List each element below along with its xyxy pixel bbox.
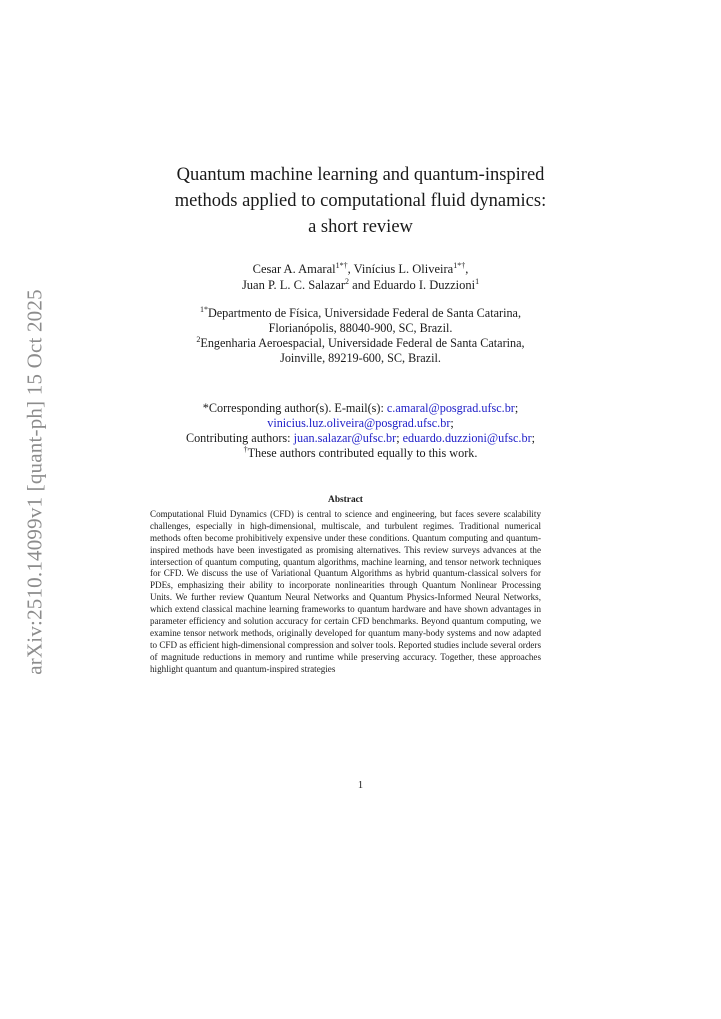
- email-link[interactable]: juan.salazar@ufsc.br: [293, 431, 397, 445]
- email-link[interactable]: vinicius.luz.oliveira@posgrad.ufsc.br: [267, 416, 451, 430]
- author-name: Juan P. L. C. Salazar: [241, 277, 346, 292]
- author-name: Eduardo I. Duzzioni: [373, 277, 476, 292]
- author-affil-mark: 1*†: [335, 260, 348, 270]
- author-affil-mark: 2: [345, 276, 350, 286]
- affiliation-text: Engenharia Aeroespacial, Universidade Federal de Santa Catarina,: [200, 336, 525, 350]
- contact-block: [0, 401, 721, 461]
- separator: ;: [531, 431, 536, 445]
- author-name: Vinícius L. Oliveira: [353, 262, 454, 276]
- arxiv-side-identifier: arXiv:2510.14099v1 [quant-ph] 15 Oct 2025: [22, 289, 47, 675]
- author-name: Cesar A. Amaral: [252, 262, 336, 276]
- affiliation-1-line-1: [0, 306, 721, 321]
- affiliation-2-line-1: [0, 336, 721, 351]
- separator: ;: [396, 431, 403, 445]
- contributing-label: Contributing authors:: [185, 431, 294, 445]
- affiliation-mark: 2: [196, 334, 201, 344]
- author-affil-mark: 1: [475, 276, 480, 286]
- paper-title: [0, 162, 721, 240]
- title-line-2: methods applied to computational fluid dynamics:: [174, 191, 547, 211]
- affiliation-list: [0, 306, 721, 366]
- title-line-3: a short review: [308, 217, 413, 237]
- dagger-mark: †: [243, 444, 248, 454]
- equal-contribution-note: [0, 446, 721, 461]
- abstract-body: Computational Fluid Dynamics (CFD) is central to science and engineering, but faces severe scalability challenges, especially in high-dimensional, multiscale, and turbulent regimes. Traditional numerical methods often become prohibitively expensive under these conditions. Quantum computing and quantum-inspired methods have been investigated as promising alternatives. This review surveys advances at the intersection of quantum computing, quantum algorithms, machine learning, and tensor network techniques for CFD. We discuss the use of Variational Quantum Algorithms as hybrid quantum-classical solvers for PDEs, emphasizing their ability to incorporate nonlinearities through Quantum Nonlinear Processing Units. We further review Quantum Neural Networks and Quantum Physics-Informed Neural Networks, which extend classical machine learning frameworks to quantum hardware and have shown advantages in parameter efficiency and solution accuracy for certain CFD benchmarks. Beyond quantum computing, we examine tensor network methods, originally developed for quantum many-body systems and now adapted to CFD as efficient high-dimensional compression and solver tools. Reported studies include several orders of magnitude reductions in memory and runtime while preserving accuracy. Together, these approaches highlight quantum and quantum-inspired strategies: [150, 508, 541, 674]
- author-list: [0, 262, 721, 293]
- equal-contribution-text: These authors contributed equally to this work.: [247, 446, 478, 460]
- author-separator: ,: [347, 262, 354, 276]
- affiliation-mark: 1*: [199, 304, 208, 314]
- contributing-line: [0, 431, 721, 446]
- author-separator: ,: [465, 262, 469, 276]
- title-line-1: Quantum machine learning and quantum-inspired: [176, 165, 545, 185]
- author-conjunction: and: [349, 277, 374, 292]
- corresponding-line-2: [0, 416, 721, 431]
- abstract-section: [150, 495, 541, 676]
- email-link[interactable]: c.amaral@posgrad.ufsc.br: [386, 401, 515, 415]
- corresponding-label: *Corresponding author(s). E-mail(s):: [202, 401, 387, 415]
- email-link[interactable]: eduardo.duzzioni@ufsc.br: [402, 431, 532, 445]
- page-number: 1: [357, 780, 364, 791]
- corresponding-line-1: [0, 401, 721, 416]
- separator: ;: [450, 416, 454, 430]
- author-affil-mark: 1*†: [453, 260, 466, 270]
- author-line-1: [0, 262, 721, 278]
- separator: ;: [514, 401, 519, 415]
- author-line-2: [0, 278, 721, 294]
- affiliation-1-line-2: Florianópolis, 88040-900, SC, Brazil.: [268, 321, 453, 335]
- affiliation-2-line-2: Joinville, 89219-600, SC, Brazil.: [280, 351, 441, 365]
- affiliation-text: Departmento de Física, Universidade Federal de Santa Catarina,: [207, 306, 522, 320]
- abstract-heading: Abstract: [328, 495, 363, 505]
